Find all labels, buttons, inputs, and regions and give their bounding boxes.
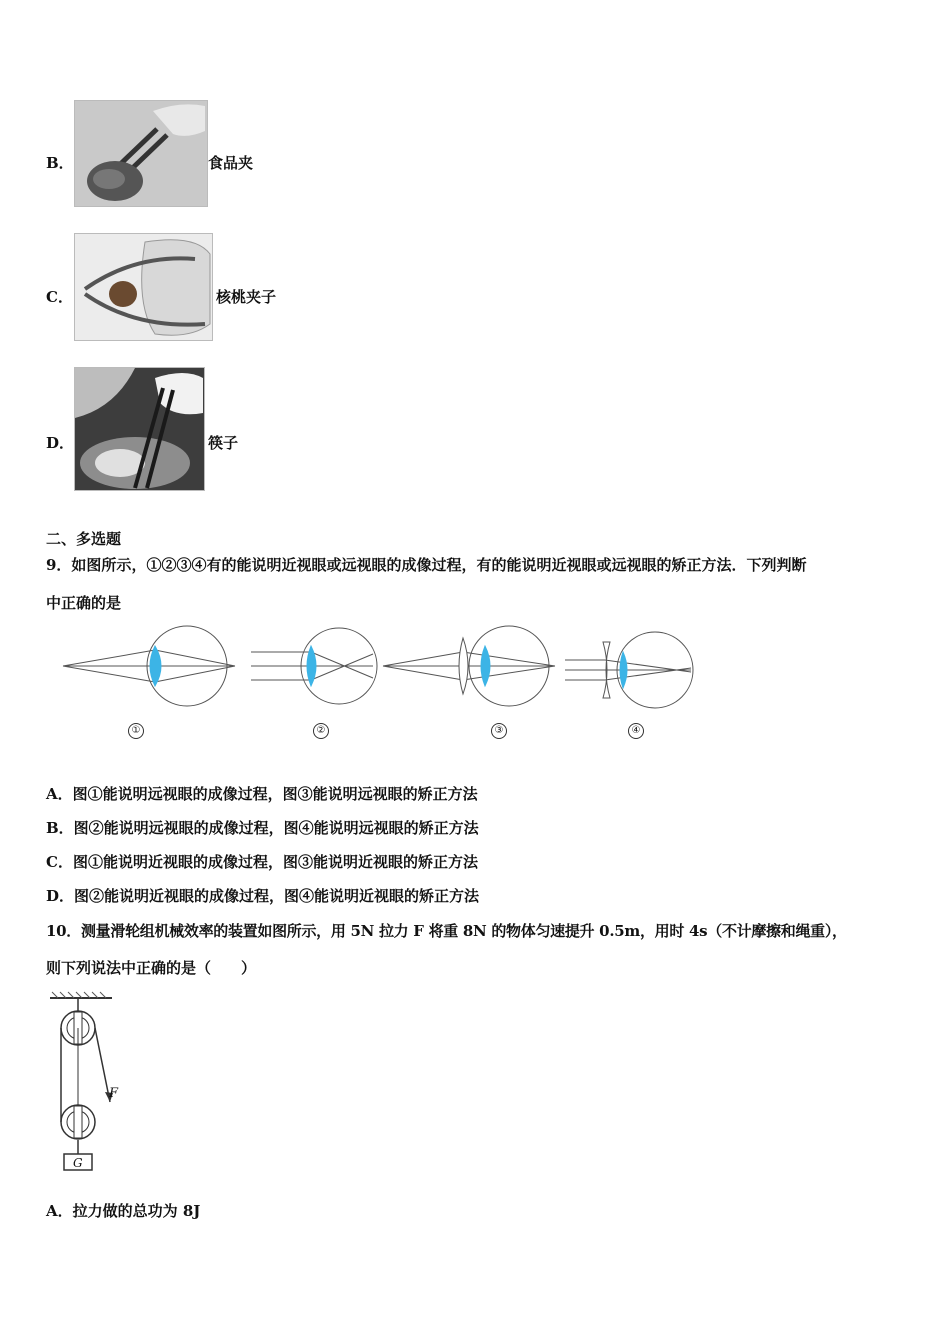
figure-label-2: ② bbox=[313, 723, 329, 739]
eye-diagram-1 bbox=[63, 626, 235, 706]
q10-stem-line1: 10．测量滑轮组机械效率的装置如图所示，用 5N 拉力 F 将重 8N 的物体匀速提升 0.5m，用时 4s（不计摩擦和绳重）， bbox=[46, 922, 847, 940]
q9-stem-line1: 9．如图所示，①②③④有的能说明近视眼或远视眼的成像过程，有的能说明近视眼或远视眼的矫正方法．下列判断 bbox=[46, 556, 807, 574]
nutcracker-photo bbox=[74, 233, 213, 341]
figure-label-1: ① bbox=[128, 723, 144, 739]
eye-diagram-4 bbox=[565, 632, 693, 708]
q9-option-d: D．图②能说明近视眼的成像过程，图④能说明近视眼的矫正方法 bbox=[46, 887, 480, 905]
q9-stem-line2: 中正确的是 bbox=[46, 594, 122, 612]
option-c-caption: 核桃夹子 bbox=[216, 288, 277, 306]
option-b-letter: B． bbox=[46, 154, 74, 172]
pulley-figure bbox=[40, 990, 130, 1175]
option-c-letter: C． bbox=[46, 288, 73, 306]
eye-diagrams-figure bbox=[55, 620, 705, 715]
eye-diagram-2 bbox=[251, 628, 377, 704]
chopsticks-photo bbox=[74, 367, 205, 491]
option-d-letter: D． bbox=[46, 434, 75, 452]
figure-label-3: ③ bbox=[491, 723, 507, 739]
option-b-caption: 食品夹 bbox=[208, 154, 254, 172]
section-heading: 二、多选题 bbox=[46, 530, 122, 548]
food-tongs-photo bbox=[74, 100, 208, 207]
option-d-caption: 筷子 bbox=[208, 434, 239, 452]
q9-option-a: A．图①能说明远视眼的成像过程，图③能说明远视眼的矫正方法 bbox=[46, 785, 478, 803]
q10-option-a: A．拉力做的总功为 8J bbox=[46, 1202, 201, 1220]
eye-diagram-3 bbox=[383, 626, 555, 706]
q9-option-b: B．图②能说明远视眼的成像过程，图④能说明远视眼的矫正方法 bbox=[46, 819, 479, 837]
weight-label: G bbox=[73, 1156, 83, 1170]
q9-option-c: C．图①能说明近视眼的成像过程，图③能说明近视眼的矫正方法 bbox=[46, 853, 478, 871]
q10-stem-line2: 则下列说法中正确的是（ ） bbox=[46, 959, 257, 977]
force-label: F bbox=[109, 1086, 119, 1101]
figure-label-4: ④ bbox=[628, 723, 644, 739]
